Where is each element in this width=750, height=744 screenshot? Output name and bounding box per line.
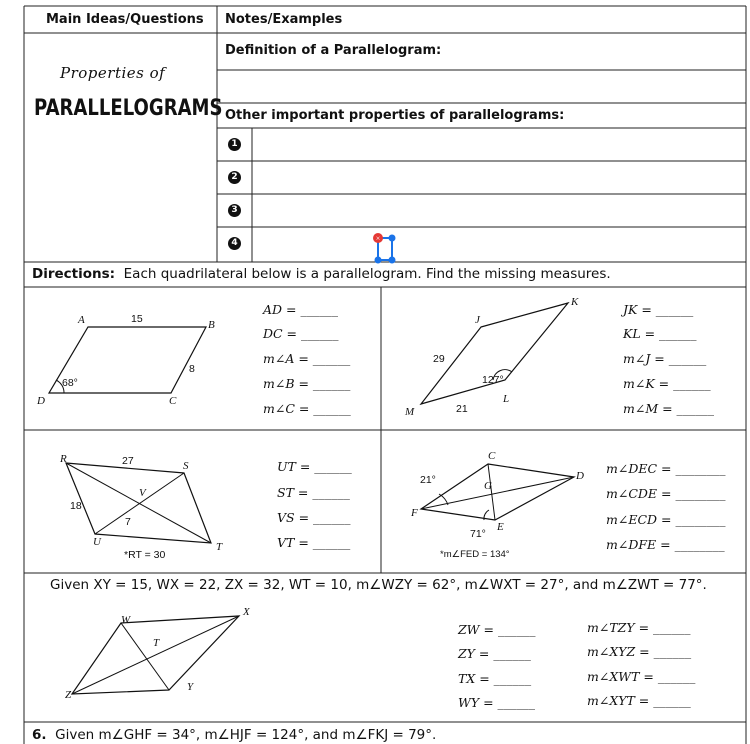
- angle-21: 21°: [420, 474, 436, 486]
- problem-6-given: Given m∠GHF = 34°, m∠HJF = 124°, and m∠FKJ = 79°.: [55, 727, 437, 743]
- fed-note: *m∠FED = 134°: [440, 549, 510, 560]
- question-ad[interactable]: AD = ______: [263, 302, 338, 317]
- question-angle-xyt[interactable]: m∠XYT = ______: [587, 693, 691, 708]
- problem-6: [32, 727, 436, 743]
- definition-label: Definition of a Parallelogram:: [225, 43, 442, 58]
- question-vs[interactable]: VS = ______: [277, 510, 351, 525]
- vertex-v: V: [139, 487, 146, 499]
- question-tx[interactable]: TX = ______: [458, 671, 532, 686]
- problem-5-given: Given XY = 15, WX = 22, ZX = 32, WT = 10, m∠WZY = 62°, m∠WXT = 27°, and m∠ZWT = 77°.: [50, 577, 707, 593]
- vertex-r: R: [60, 453, 67, 465]
- question-angle-tzy[interactable]: m∠TZY = ______: [587, 620, 691, 635]
- page-title: PARALLELOGRAMS: [34, 96, 223, 121]
- problem-6-number: 6.: [32, 727, 47, 743]
- question-angle-xyz[interactable]: m∠XYZ = ______: [587, 644, 692, 659]
- side-ml-length: 21: [456, 403, 468, 415]
- vertex-u: U: [93, 536, 101, 548]
- col2-header: Notes/Examples: [225, 12, 343, 27]
- question-angle-ecd[interactable]: m∠ECD = ________: [606, 512, 726, 527]
- question-kl[interactable]: KL = ______: [623, 326, 697, 341]
- question-angle-dfe[interactable]: m∠DFE = ________: [606, 537, 725, 552]
- vertex-b: B: [208, 319, 215, 331]
- question-angle-a[interactable]: m∠A = ______: [263, 351, 351, 366]
- vertex-f: F: [411, 507, 418, 519]
- question-jk[interactable]: JK = ______: [623, 302, 694, 317]
- question-st[interactable]: ST = ______: [277, 485, 350, 500]
- question-angle-xwt[interactable]: m∠XWT = ______: [587, 669, 696, 684]
- selection-handle[interactable]: [370, 232, 400, 266]
- parallelogram-wxyz: [24, 596, 264, 716]
- angle-71: 71°: [470, 528, 486, 540]
- number-badge-1: 1: [228, 138, 241, 151]
- vertex-m: M: [405, 406, 415, 418]
- directions-label: Directions:: [32, 266, 116, 282]
- vertex-y: Y: [187, 681, 194, 693]
- question-angle-k[interactable]: m∠K = ______: [623, 376, 711, 391]
- number-badge-3: 3: [228, 204, 241, 217]
- vertex-t: T: [216, 541, 223, 553]
- number-badge-4: 4: [228, 237, 241, 250]
- vertex-t: T: [153, 637, 160, 649]
- question-zw[interactable]: ZW = ______: [458, 622, 536, 637]
- question-angle-j[interactable]: m∠J = ______: [623, 351, 707, 366]
- vertex-k: K: [571, 296, 579, 308]
- svg-text:×: ×: [375, 234, 381, 243]
- vertex-l: L: [503, 393, 510, 405]
- question-wy[interactable]: WY = ______: [458, 695, 536, 710]
- other-properties-label: Other important properties of parallelograms:: [225, 108, 565, 123]
- question-angle-c[interactable]: m∠C = ______: [263, 401, 351, 416]
- angle-d-measure: 68°: [62, 377, 78, 389]
- vertex-z: Z: [65, 689, 72, 701]
- title-script: Properties of: [60, 64, 166, 82]
- parallelogram-abcd: [24, 287, 244, 430]
- vertex-s: S: [183, 460, 189, 472]
- question-angle-b[interactable]: m∠B = ______: [263, 376, 351, 391]
- angle-l-measure: 127°: [482, 374, 504, 386]
- side-jm-length: 29: [433, 353, 445, 365]
- rt-note: *RT = 30: [124, 549, 166, 561]
- vertex-d: D: [37, 395, 45, 407]
- question-vt[interactable]: VT = ______: [277, 535, 351, 550]
- vertex-c: C: [488, 450, 496, 462]
- directions: [32, 266, 611, 282]
- col1-header: Main Ideas/Questions: [46, 12, 204, 27]
- question-dc[interactable]: DC = ______: [263, 326, 339, 341]
- vertex-g: G: [484, 480, 492, 492]
- number-badge-2: 2: [228, 171, 241, 184]
- vertex-d: D: [576, 470, 584, 482]
- vertex-x: X: [243, 606, 250, 618]
- parallelogram-jklm: [381, 287, 611, 430]
- question-angle-m[interactable]: m∠M = ______: [623, 401, 715, 416]
- vertex-j: J: [475, 314, 480, 326]
- vertex-c: C: [169, 395, 177, 407]
- side-ab-length: 15: [131, 313, 143, 325]
- question-angle-cde[interactable]: m∠CDE = ________: [606, 486, 726, 501]
- directions-text: Each quadrilateral below is a parallelogram. Find the missing measures.: [123, 266, 611, 282]
- side-rs-length: 27: [122, 455, 134, 467]
- question-zy[interactable]: ZY = ______: [458, 646, 531, 661]
- vertex-a: A: [78, 314, 85, 326]
- question-angle-dec[interactable]: m∠DEC = ________: [606, 461, 726, 476]
- question-ut[interactable]: UT = ______: [277, 459, 352, 474]
- vertex-e: E: [497, 521, 504, 533]
- side-bc-length: 8: [189, 363, 195, 375]
- vertex-w: W: [121, 614, 131, 626]
- segment-uv-length: 7: [125, 516, 131, 528]
- side-ru-length: 18: [70, 500, 82, 512]
